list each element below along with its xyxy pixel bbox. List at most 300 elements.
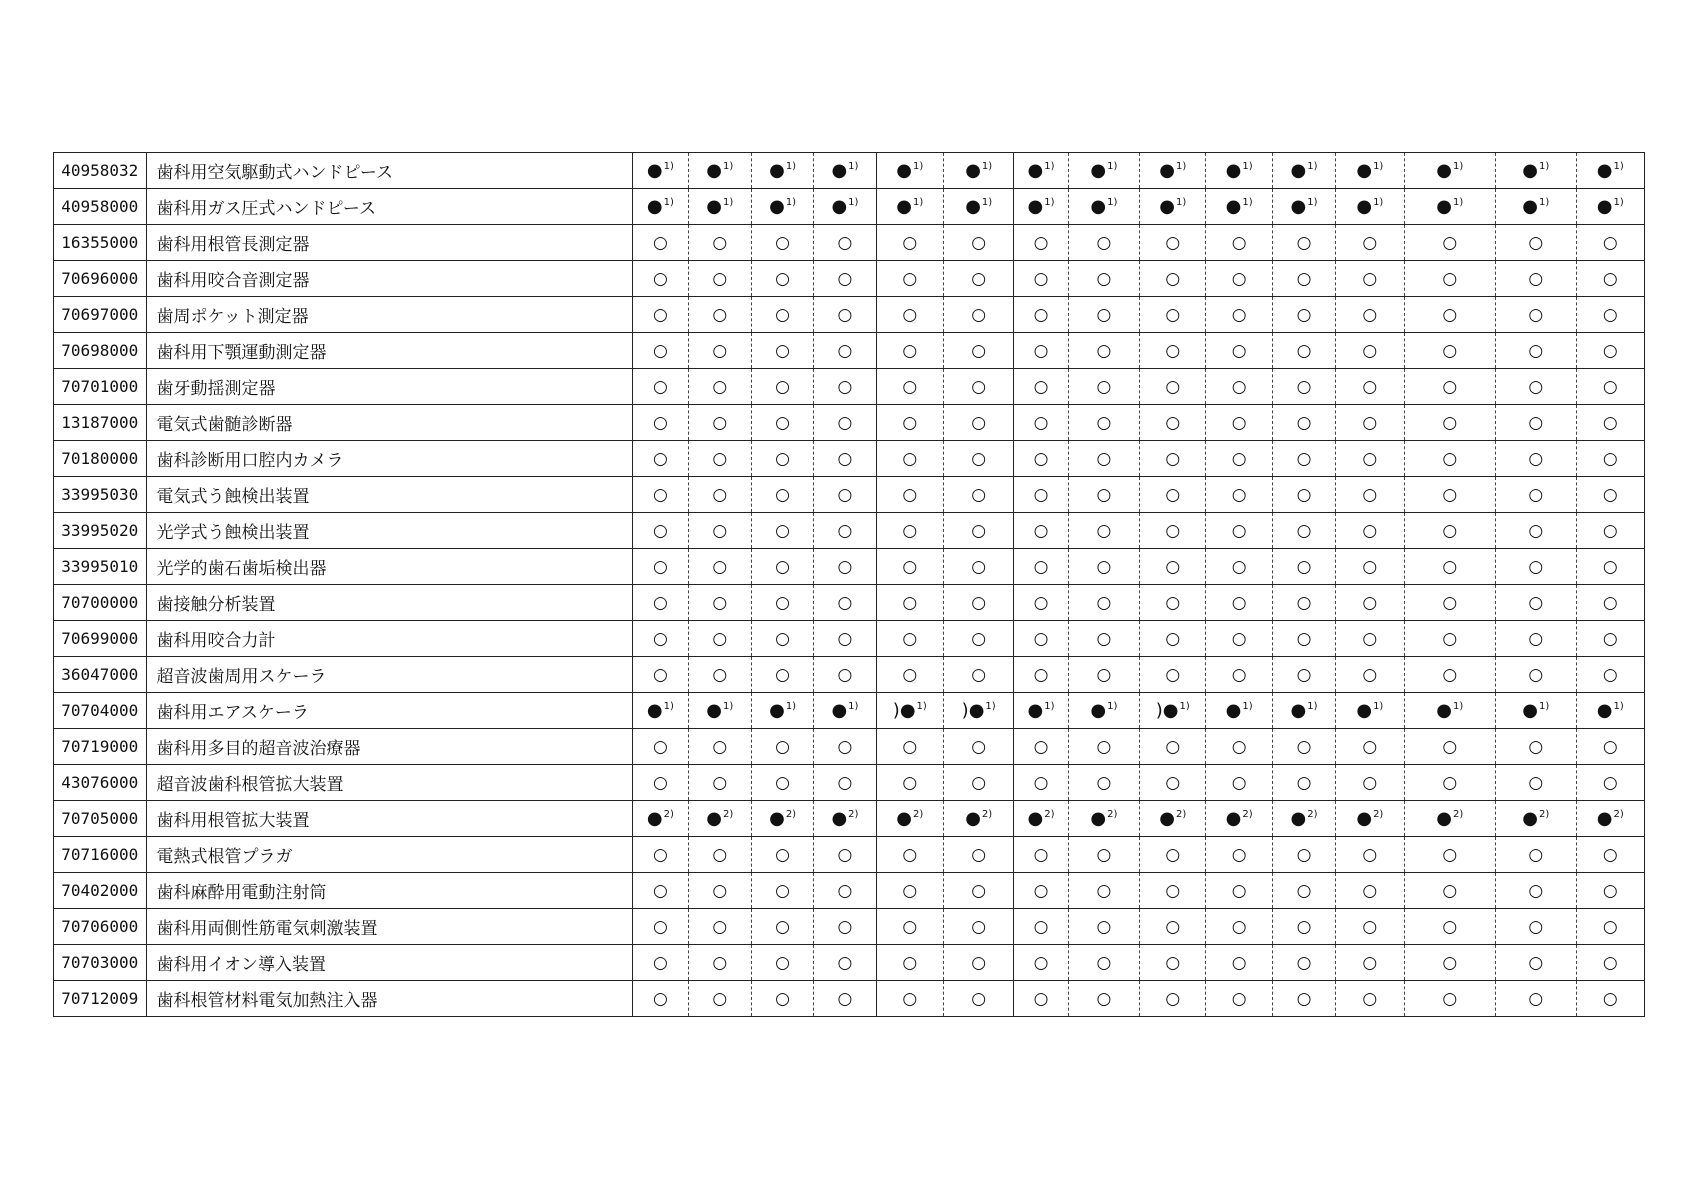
mark-cell: [1336, 729, 1404, 765]
open-mark: ○: [1096, 844, 1112, 865]
mark-cell: [1336, 477, 1404, 513]
open-mark: ○: [1442, 772, 1458, 793]
filled-mark: ●$^{1)}$: [1356, 699, 1384, 721]
open-mark: ○: [1096, 664, 1112, 685]
mark-cell: [688, 369, 751, 405]
mark-cell: [876, 297, 943, 333]
mark-cell: [1404, 585, 1496, 621]
mark-cell: [688, 693, 751, 729]
open-mark: ○: [1362, 952, 1378, 973]
device-name: 歯科診断用口腔内カメラ: [146, 441, 633, 477]
open-mark: ○: [1442, 520, 1458, 541]
table-row: [54, 657, 1645, 693]
mark-cell: [633, 765, 688, 801]
filled-mark: ●$^{2)}$: [1225, 807, 1253, 829]
open-mark: ○: [971, 232, 987, 253]
mark-cell: [1140, 405, 1206, 441]
mark-cell: [1068, 477, 1139, 513]
mark-cell: [1576, 585, 1645, 621]
mark-cell: [1576, 297, 1645, 333]
mark-cell: [633, 873, 688, 909]
open-mark: ○: [902, 844, 918, 865]
device-code: 70712009: [54, 981, 147, 1017]
open-mark: ○: [1442, 880, 1458, 901]
open-mark: ○: [971, 412, 987, 433]
open-mark: ○: [1296, 664, 1312, 685]
open-mark: ○: [712, 592, 728, 613]
open-mark: ○: [1096, 340, 1112, 361]
open-mark: ○: [1165, 664, 1181, 685]
table-row: [54, 225, 1645, 261]
open-mark: ○: [1033, 232, 1049, 253]
mark-cell: [688, 621, 751, 657]
device-name: 光学的歯石歯垢検出器: [146, 549, 633, 585]
open-mark: ○: [1096, 556, 1112, 577]
filled-mark: ●$^{1)}$: [1159, 195, 1187, 217]
open-mark: ○: [1296, 592, 1312, 613]
open-mark: ○: [1165, 340, 1181, 361]
table-row: [54, 909, 1645, 945]
open-mark: ○: [1442, 916, 1458, 937]
mark-cell: [1404, 513, 1496, 549]
table-row: [54, 837, 1645, 873]
mark-cell: [1140, 333, 1206, 369]
mark-cell: [876, 693, 943, 729]
table-row: [54, 729, 1645, 765]
open-mark: ○: [1096, 412, 1112, 433]
mark-cell: [1496, 981, 1576, 1017]
open-mark: ○: [902, 556, 918, 577]
mark-cell: [1206, 369, 1272, 405]
open-mark: ○: [775, 592, 791, 613]
device-name: 歯科用空気駆動式ハンドピース: [146, 153, 633, 189]
mark-cell: [688, 981, 751, 1017]
open-mark: ○: [1033, 988, 1049, 1009]
mark-cell: [1068, 405, 1139, 441]
device-code: 36047000: [54, 657, 147, 693]
mark-cell: [1496, 441, 1576, 477]
filled-mark: ●$^{1)}$: [1290, 699, 1318, 721]
open-mark: ○: [1033, 880, 1049, 901]
open-mark: ○: [1362, 916, 1378, 937]
open-mark: ○: [971, 520, 987, 541]
open-mark: ○: [1231, 412, 1247, 433]
mark-cell: [1336, 981, 1404, 1017]
mark-cell: [1140, 513, 1206, 549]
mark-cell: [633, 477, 688, 513]
open-mark: ○: [1528, 988, 1544, 1009]
open-mark: ○: [712, 880, 728, 901]
open-mark: ○: [1165, 880, 1181, 901]
mark-cell: [1272, 981, 1335, 1017]
filled-mark: ●$^{1)}$: [1596, 699, 1624, 721]
open-mark: ○: [902, 484, 918, 505]
mark-cell: [1206, 621, 1272, 657]
mark-cell: [1272, 369, 1335, 405]
mark-cell: [876, 585, 943, 621]
open-mark: ○: [1442, 484, 1458, 505]
device-code: 16355000: [54, 225, 147, 261]
open-mark: ○: [837, 448, 853, 469]
mark-cell: [1336, 405, 1404, 441]
mark-cell: [1068, 765, 1139, 801]
mark-cell: [876, 801, 943, 837]
mark-cell: [633, 153, 688, 189]
mark-cell: [876, 873, 943, 909]
open-mark: ○: [1362, 628, 1378, 649]
filled-mark: ●$^{2)}$: [1090, 807, 1118, 829]
open-mark: ○: [653, 520, 668, 541]
mark-cell: [688, 945, 751, 981]
mark-cell: [1496, 333, 1576, 369]
mark-cell: [814, 477, 876, 513]
mark-cell: [1206, 441, 1272, 477]
table-row: [54, 693, 1645, 729]
table-row: [54, 369, 1645, 405]
mark-cell: [943, 981, 1013, 1017]
mark-cell: [1014, 261, 1068, 297]
mark-cell: [1140, 873, 1206, 909]
open-mark: ○: [712, 952, 728, 973]
filled-mark: ●$^{2)}$: [706, 807, 734, 829]
open-mark: ○: [902, 232, 918, 253]
open-mark: ○: [1033, 556, 1049, 577]
mark-cell: [688, 873, 751, 909]
mark-cell: [1272, 513, 1335, 549]
mark-cell: [1496, 693, 1576, 729]
open-mark: ○: [1296, 988, 1312, 1009]
mark-cell: [1206, 873, 1272, 909]
open-mark: ○: [1602, 988, 1618, 1009]
open-mark: ○: [902, 736, 918, 757]
mark-cell: [633, 837, 688, 873]
open-mark: ○: [1602, 340, 1618, 361]
open-mark: ○: [775, 484, 791, 505]
mark-cell: [1496, 261, 1576, 297]
filled-mark: ●$^{1)}$: [646, 159, 674, 181]
table-row: [54, 765, 1645, 801]
mark-cell: [943, 657, 1013, 693]
mark-cell: [633, 405, 688, 441]
open-mark: ○: [1362, 772, 1378, 793]
mark-cell: [1404, 837, 1496, 873]
open-mark: ○: [1362, 484, 1378, 505]
open-mark: ○: [653, 628, 668, 649]
open-mark: ○: [1602, 772, 1618, 793]
open-mark: ○: [653, 232, 668, 253]
mark-cell: [1140, 945, 1206, 981]
device-code: 70700000: [54, 585, 147, 621]
mark-cell: [814, 729, 876, 765]
mark-cell: [1496, 189, 1576, 225]
mark-cell: [814, 441, 876, 477]
filled-mark: ●$^{1)}$: [646, 195, 674, 217]
device-code: 40958032: [54, 153, 147, 189]
mark-cell: [1206, 585, 1272, 621]
open-mark: ○: [1602, 664, 1618, 685]
open-mark: ○: [1231, 952, 1247, 973]
mark-cell: [1140, 909, 1206, 945]
device-name: 歯科用下顎運動測定器: [146, 333, 633, 369]
table-row: [54, 153, 1645, 189]
open-mark: ○: [1165, 772, 1181, 793]
open-mark: ○: [1528, 556, 1544, 577]
device-code: 13187000: [54, 405, 147, 441]
filled-mark: ●$^{2)}$: [1159, 807, 1187, 829]
open-mark: ○: [775, 952, 791, 973]
open-mark: ○: [1296, 268, 1312, 289]
open-mark: ○: [1602, 268, 1618, 289]
mark-cell: [1206, 261, 1272, 297]
open-mark: ○: [1296, 880, 1312, 901]
open-mark: ○: [1165, 448, 1181, 469]
mark-cell: [943, 189, 1013, 225]
mark-cell: [1014, 837, 1068, 873]
device-name: 歯科用両側性筋電気刺激装置: [146, 909, 633, 945]
mark-cell: [1206, 189, 1272, 225]
filled-mark: ●$^{1)}$: [706, 159, 734, 181]
mark-cell: [1068, 585, 1139, 621]
mark-cell: [814, 657, 876, 693]
device-code: 70719000: [54, 729, 147, 765]
device-name: 歯科用根管拡大装置: [146, 801, 633, 837]
mark-cell: [1140, 981, 1206, 1017]
mark-cell: [688, 477, 751, 513]
open-mark: ○: [1602, 484, 1618, 505]
mark-cell: [1404, 909, 1496, 945]
open-mark: ○: [1296, 952, 1312, 973]
mark-cell: [1014, 441, 1068, 477]
open-mark: ○: [1165, 916, 1181, 937]
mark-cell: [1336, 549, 1404, 585]
open-mark: ○: [1362, 592, 1378, 613]
open-mark: ○: [1231, 520, 1247, 541]
mark-cell: [1068, 729, 1139, 765]
open-mark: ○: [1096, 232, 1112, 253]
mark-cell: [688, 261, 751, 297]
open-mark: ○: [1362, 340, 1378, 361]
open-mark: ○: [971, 880, 987, 901]
device-name: 電気式歯髄診断器: [146, 405, 633, 441]
mark-cell: [1576, 909, 1645, 945]
open-mark: ○: [1165, 232, 1181, 253]
open-mark: ○: [837, 664, 853, 685]
open-mark: ○: [1096, 304, 1112, 325]
mark-cell: [943, 621, 1013, 657]
mark-cell: [876, 765, 943, 801]
open-mark: ○: [837, 772, 853, 793]
mark-cell: [633, 981, 688, 1017]
open-mark: ○: [1033, 952, 1049, 973]
open-mark: ○: [1296, 520, 1312, 541]
table-body: [54, 153, 1645, 1017]
mark-cell: [688, 513, 751, 549]
open-mark: ○: [902, 628, 918, 649]
open-mark: ○: [712, 412, 728, 433]
open-mark: ○: [1528, 772, 1544, 793]
mark-cell: [943, 333, 1013, 369]
mark-cell: [688, 585, 751, 621]
filled-mark: ●$^{2)}$: [1596, 807, 1624, 829]
mark-cell: [751, 225, 813, 261]
mark-cell: [876, 189, 943, 225]
mark-cell: [1014, 621, 1068, 657]
mark-cell: [814, 513, 876, 549]
open-mark: ○: [1165, 556, 1181, 577]
open-mark: ○: [1528, 232, 1544, 253]
open-mark: ○: [837, 592, 853, 613]
mark-cell: [876, 981, 943, 1017]
mark-cell: [1336, 801, 1404, 837]
mark-cell: [1272, 837, 1335, 873]
open-mark: ○: [1442, 268, 1458, 289]
open-mark: ○: [1165, 268, 1181, 289]
mark-cell: [943, 225, 1013, 261]
mark-cell: [876, 441, 943, 477]
mark-cell: [633, 261, 688, 297]
open-mark: ○: [712, 448, 728, 469]
table-row: [54, 441, 1645, 477]
mark-cell: [1496, 477, 1576, 513]
filled-mark: ●$^{2)}$: [896, 807, 924, 829]
mark-cell: [1272, 621, 1335, 657]
mark-cell: [688, 837, 751, 873]
open-mark: ○: [1528, 268, 1544, 289]
open-mark: ○: [837, 916, 853, 937]
mark-cell: [1336, 693, 1404, 729]
mark-cell: [1272, 225, 1335, 261]
filled-mark: ●$^{1)}$: [646, 699, 674, 721]
open-mark: ○: [653, 952, 668, 973]
mark-cell: [1014, 225, 1068, 261]
open-mark: ○: [902, 916, 918, 937]
mark-cell: [1140, 549, 1206, 585]
mark-cell: [1140, 477, 1206, 513]
filled-mark: ●$^{1)}$: [831, 699, 859, 721]
mark-cell: [633, 513, 688, 549]
mark-cell: [1140, 225, 1206, 261]
open-mark: ○: [1231, 376, 1247, 397]
open-mark: ○: [1096, 268, 1112, 289]
open-mark: ○: [712, 232, 728, 253]
mark-cell: [751, 837, 813, 873]
device-name: 歯周ポケット測定器: [146, 297, 633, 333]
mark-cell: [1014, 549, 1068, 585]
open-mark: ○: [1296, 916, 1312, 937]
device-code: 70703000: [54, 945, 147, 981]
mark-cell: [1576, 153, 1645, 189]
mark-cell: [943, 945, 1013, 981]
open-mark: ○: [775, 988, 791, 1009]
mark-cell: [814, 333, 876, 369]
mark-cell: [633, 585, 688, 621]
open-mark: ○: [712, 628, 728, 649]
open-mark: ○: [712, 304, 728, 325]
open-mark: ○: [775, 664, 791, 685]
filled-mark: ●$^{1)}$: [896, 159, 924, 181]
device-classification-table: [53, 152, 1645, 1017]
mark-cell: [1140, 261, 1206, 297]
open-mark: ○: [712, 916, 728, 937]
table-row: [54, 513, 1645, 549]
mark-cell: [1404, 225, 1496, 261]
mark-cell: [1014, 153, 1068, 189]
filled-mark: ●$^{1)}$: [1522, 195, 1550, 217]
open-mark: ○: [712, 988, 728, 1009]
open-mark: ○: [712, 772, 728, 793]
open-mark: ○: [1362, 304, 1378, 325]
mark-cell: [1404, 333, 1496, 369]
device-name: 歯科麻酔用電動注射筒: [146, 873, 633, 909]
open-mark: ○: [1528, 592, 1544, 613]
mark-cell: [1404, 405, 1496, 441]
mark-cell: [876, 369, 943, 405]
open-mark: ○: [971, 772, 987, 793]
device-code: 70696000: [54, 261, 147, 297]
mark-cell: [1014, 297, 1068, 333]
open-mark: ○: [837, 412, 853, 433]
mark-cell: [1272, 333, 1335, 369]
open-mark: ○: [902, 520, 918, 541]
table-row: [54, 981, 1645, 1017]
mark-cell: [1336, 873, 1404, 909]
open-mark: ○: [1602, 376, 1618, 397]
open-mark: ○: [837, 844, 853, 865]
open-mark: ○: [837, 304, 853, 325]
filled-mark: ●$^{1)}$: [1596, 195, 1624, 217]
open-mark: ○: [1362, 232, 1378, 253]
mark-cell: [814, 297, 876, 333]
open-mark: ○: [1033, 916, 1049, 937]
mark-cell: [1404, 477, 1496, 513]
open-mark: ○: [712, 376, 728, 397]
mark-cell: [1576, 333, 1645, 369]
mark-cell: [943, 441, 1013, 477]
mark-cell: [688, 549, 751, 585]
open-mark: ○: [902, 952, 918, 973]
mark-cell: [943, 585, 1013, 621]
open-mark: ○: [1165, 304, 1181, 325]
mark-cell: [943, 297, 1013, 333]
open-mark: ○: [653, 772, 668, 793]
mark-cell: [688, 189, 751, 225]
mark-cell: [876, 405, 943, 441]
mark-cell: [1404, 729, 1496, 765]
mark-cell: [1206, 765, 1272, 801]
table-row: [54, 405, 1645, 441]
open-mark: ○: [712, 484, 728, 505]
open-mark: ○: [1165, 844, 1181, 865]
mark-cell: [1576, 549, 1645, 585]
mark-cell: [1336, 261, 1404, 297]
device-code: 40958000: [54, 189, 147, 225]
mark-cell: [943, 261, 1013, 297]
filled-mark: ●$^{2)}$: [965, 807, 993, 829]
mark-cell: [1496, 585, 1576, 621]
mark-cell: [1014, 729, 1068, 765]
mark-cell: [633, 621, 688, 657]
open-mark: ○: [1033, 736, 1049, 757]
mark-cell: [751, 729, 813, 765]
mark-cell: [1404, 945, 1496, 981]
open-mark: ○: [1033, 340, 1049, 361]
filled-mark: ●$^{1)}$: [1436, 159, 1464, 181]
open-mark: ○: [1231, 772, 1247, 793]
filled-mark: ●$^{2)}$: [769, 807, 797, 829]
device-name: 歯牙動揺測定器: [146, 369, 633, 405]
open-mark: ○: [653, 880, 668, 901]
open-mark: ○: [1165, 376, 1181, 397]
